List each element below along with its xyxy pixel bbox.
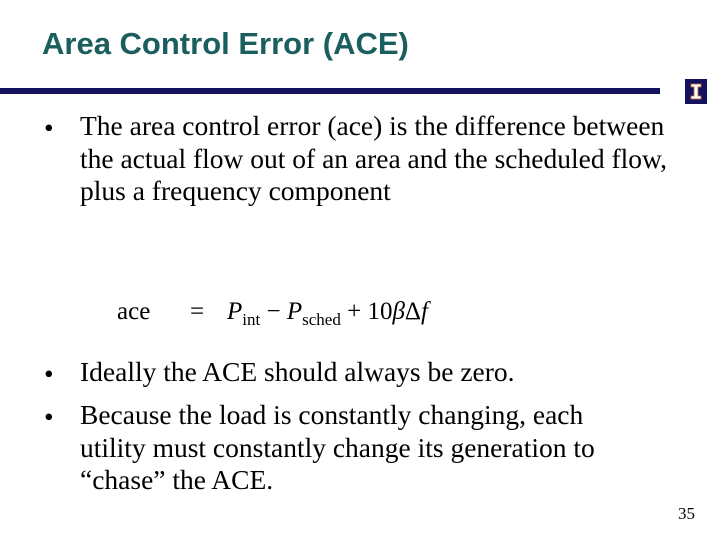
equation-sub-int: int bbox=[242, 310, 261, 329]
bullet-marker: • bbox=[44, 358, 54, 389]
equation-sub-sched: sched bbox=[302, 310, 341, 329]
bullet-marker: • bbox=[44, 112, 54, 143]
page-number: 35 bbox=[678, 504, 695, 523]
bullet-text-chase-ace: Because the load is constantly changing, each utility must constantly change its generation to “chase” the ACE. bbox=[80, 399, 595, 495]
bullet-text-ace-definition: The area control error (ace) is the difference between the actual flow out of an area and the scheduled flow, plus a frequency component bbox=[80, 110, 667, 206]
university-block-i-icon bbox=[685, 79, 707, 104]
equation-rhs bbox=[227, 298, 428, 330]
equation-lhs: ace bbox=[117, 298, 151, 325]
title-divider bbox=[0, 88, 660, 94]
equation-p-sched: P bbox=[286, 298, 303, 325]
equation-beta: β bbox=[392, 298, 405, 325]
equation-equals: = bbox=[190, 298, 205, 325]
bullet-text-ace-zero: Ideally the ACE should always be zero. bbox=[80, 356, 515, 387]
equation-minus: − bbox=[260, 298, 287, 325]
bullet-marker: • bbox=[44, 401, 54, 432]
slide-title: Area Control Error (ACE) bbox=[42, 26, 409, 61]
equation-plus-ten: + 10 bbox=[340, 298, 393, 325]
equation-delta: Δ bbox=[404, 298, 421, 325]
equation-f: f bbox=[420, 298, 428, 325]
equation-p-int: P bbox=[227, 298, 243, 325]
